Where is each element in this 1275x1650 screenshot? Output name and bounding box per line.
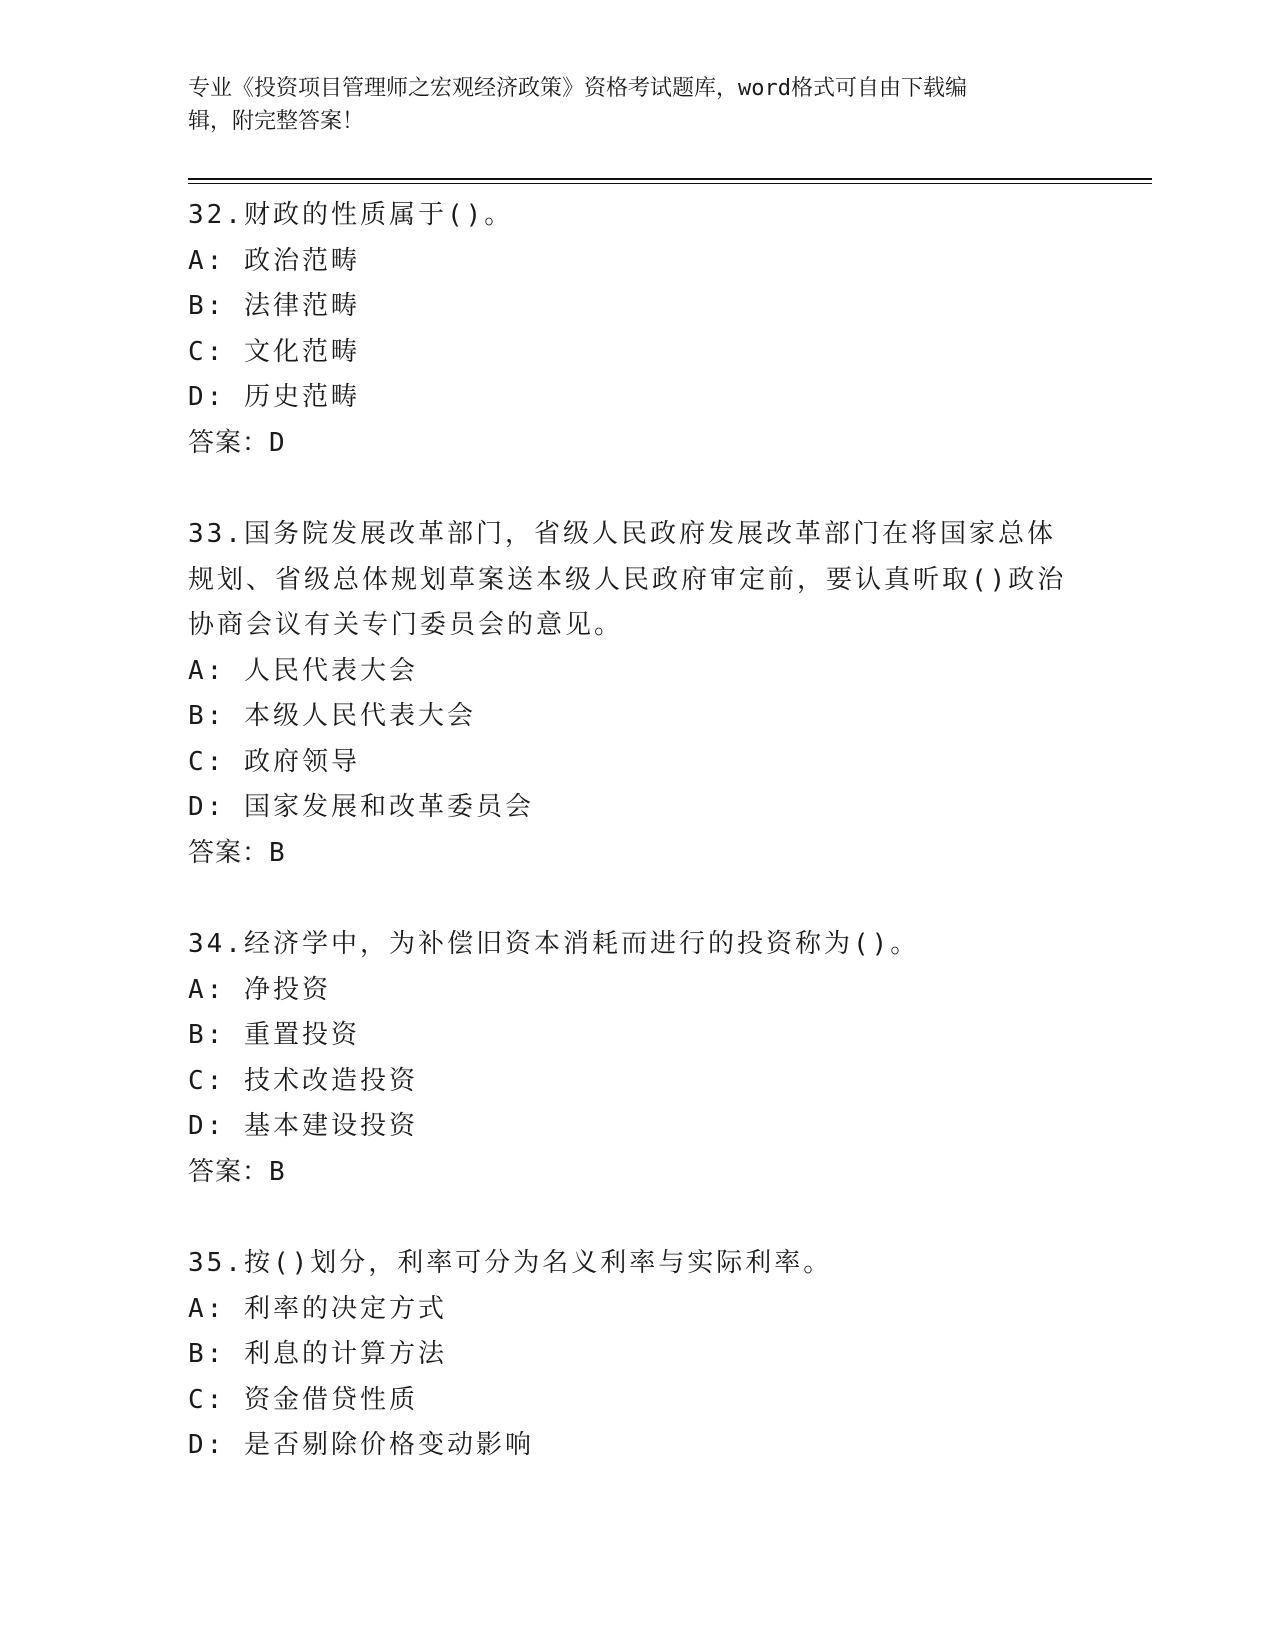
option-c: C: 资金借贷性质 xyxy=(188,1384,418,1415)
option-b: B: 重置投资 xyxy=(188,1020,360,1050)
option-c: C: 文化范畴 xyxy=(188,336,360,367)
option-d: D: 基本建设投资 xyxy=(188,1111,418,1141)
answer-label: 答案：B xyxy=(188,1156,286,1187)
option-d: D: 是否剔除价格变动影响 xyxy=(188,1430,534,1460)
option-a: A: 政治范畴 xyxy=(188,245,360,276)
question-stem: 32.财政的性质属于()。 xyxy=(188,200,514,230)
header-line-1: 专业《投资项目管理师之宏观经济政策》资格考试题库，word格式可自由下载编 xyxy=(188,76,967,101)
option-b: B: 法律范畴 xyxy=(188,291,360,321)
option-b: B: 利息的计算方法 xyxy=(188,1339,447,1369)
answer-label: 答案：B xyxy=(188,837,286,868)
question-stem: 34.经济学中，为补偿旧资本消耗而进行的投资称为()。 xyxy=(188,929,920,959)
header-divider-thick xyxy=(188,178,1152,180)
answer-label: 答案：D xyxy=(188,427,286,458)
option-d: D: 历史范畴 xyxy=(188,382,360,412)
option-b: B: 本级人民代表大会 xyxy=(188,701,476,731)
option-d: D: 国家发展和改革委员会 xyxy=(188,792,534,822)
option-a: A: 人民代表大会 xyxy=(188,655,418,686)
question-32 xyxy=(188,193,1088,466)
question-stem: 35.按()划分，利率可分为名义利率与实际利率。 xyxy=(188,1248,833,1278)
question-33 xyxy=(188,512,1088,876)
header-divider-thin xyxy=(188,183,1152,184)
option-a: A: 利率的决定方式 xyxy=(188,1293,447,1324)
option-c: C: 技术改造投资 xyxy=(188,1065,418,1096)
header-line-2: 辑，附完整答案！ xyxy=(188,109,365,134)
document-header xyxy=(188,72,1068,138)
question-stem: 33.国务院发展改革部门，省级人民政府发展改革部门在将国家总体规划、省级总体规划草案送本级人民政府审定前，要认真听取()政治协商会议有关专门委员会的意见。 xyxy=(188,519,1067,640)
question-list xyxy=(188,193,1088,1469)
question-34 xyxy=(188,922,1088,1195)
option-a: A: 净投资 xyxy=(188,974,331,1005)
option-c: C: 政府领导 xyxy=(188,746,360,777)
question-35 xyxy=(188,1241,1088,1469)
